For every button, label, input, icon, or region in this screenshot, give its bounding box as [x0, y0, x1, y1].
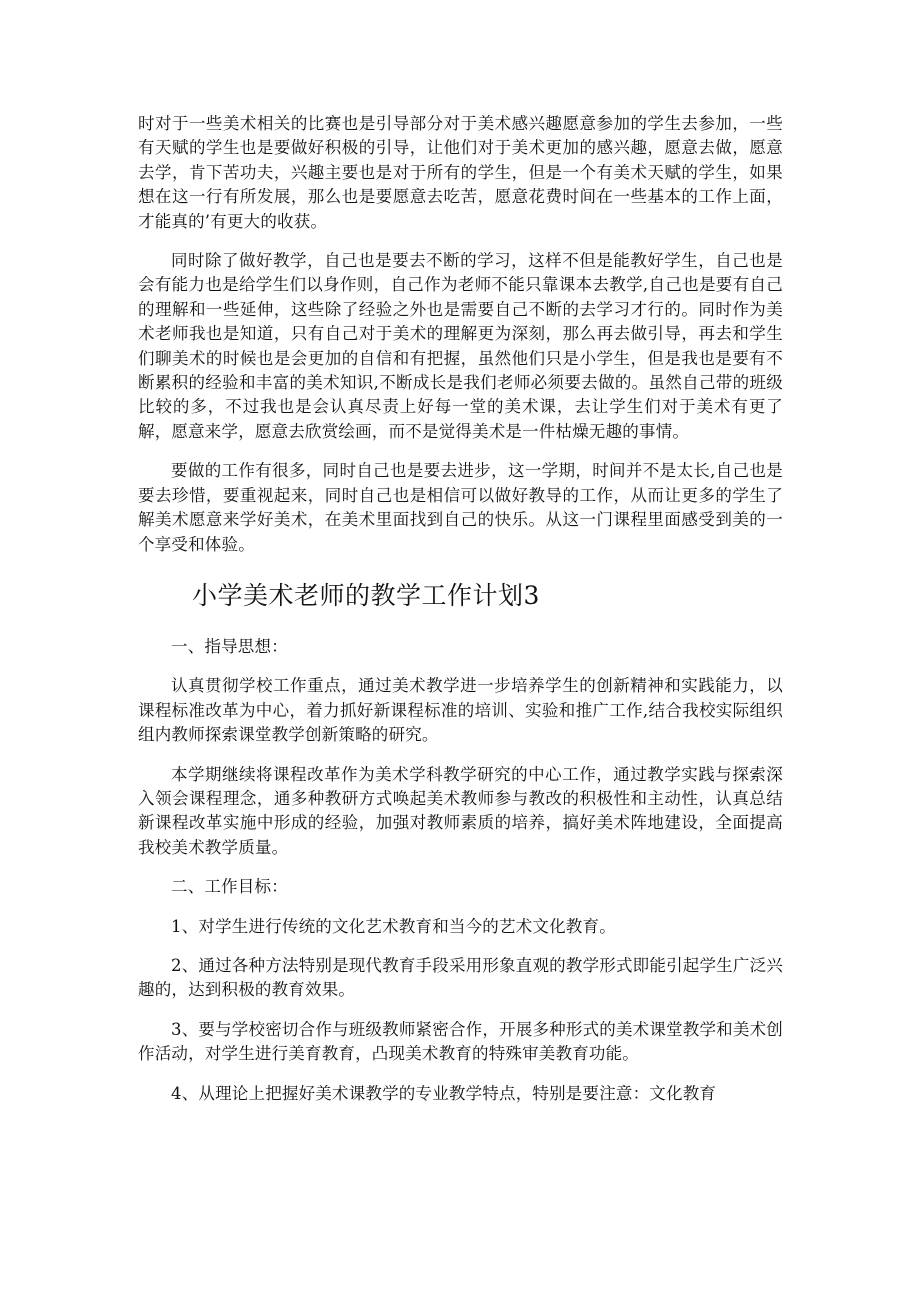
- goal-item-3: 3、要与学校密切合作与班级教师紧密合作，开展多种形式的美术课堂教学和美术创作活动，对学生进行美育教育，凸现美术教育的特殊审美教育功能。: [138, 1019, 783, 1064]
- document-page: [138, 112, 783, 1106]
- goal-item-2: 2、通过各种方法特别是现代教育手段采用形象直观的教学形式即能引起学生广泛兴趣的，达到积极的教育效果。: [138, 955, 783, 1000]
- section-heading: 小学美术老师的教学工作计划3: [192, 580, 540, 610]
- paragraph-competition: 时对于一些美术相关的比赛也是引导部分对于美术感兴趣愿意参加的学生去参加，一些有天赋的学生也是要做好积极的引导，让他们对于美术更加的感兴趣，愿意去做，愿意去学，肯下苦功夫，兴趣主要也是对于所有的学生，但是一个有美术天赋的学生，如果想在这一行有所发展，那么也是要愿意去吃苦，愿意花费时间在一些基本的工作上面，才能真的’有更大的收获。: [138, 114, 783, 231]
- subheading-work-goals: 二、工作目标：: [171, 877, 288, 897]
- paragraph-self-learning: 同时除了做好教学，自己也是要去不断的学习，这样不但是能教好学生，自己也是会有能力也是给学生们以身作则，自己作为老师不能只靠课本去教学,自己也是要有自己的理解和一些延伸，这些除了经验之外也是需要自己不断的去学习才行的。同时作为美术老师我也是知道，只有自己对于美术的理解更为深刻，那么再去做引导，再去和学生们聊美术的时候也是会更加的自信和有把握，虽然他们只是小学生，但是我也是要有不断累积的经验和丰富的美术知识,不断成长是我们老师必须要去做的。虽然自己带的班级比较的多，不过我也是会认真尽责上好每一堂的美术课，去让学生们对于美术有更了解，愿意来学，愿意去欣赏绘画，而不是觉得美术是一件枯燥无趣的事情。: [138, 251, 783, 441]
- paragraph-guiding-thought: 认真贯彻学校工作重点，通过美术教学进一步培养学生的创新精神和实践能力，以课程标准改革为中心，着力抓好新课程标准的培训、实验和推广工作,结合我校实际组织组内教师探索课堂教学创新策略的研究。: [138, 676, 783, 745]
- subheading-guiding-thought: 一、指导思想：: [171, 636, 288, 656]
- goal-item-1: 1、对学生进行传统的文化艺术教育和当今的艺术文化教育。: [171, 916, 616, 936]
- paragraph-semester-plan: 本学期继续将课程改革作为美术学科教学研究的中心工作，通过教学实践与探索深入领会课程理念，通多种教研方式唤起美术教师参与教改的积极性和主动性，认真总结新课程改革实施中形成的经验，加强对教师素质的培养，搞好美术阵地建设，全面提高我校美术教学质量。: [138, 764, 783, 857]
- paragraph-progress: 要做的工作有很多，同时自己也是要去进步，这一学期，时间并不是太长,自己也是要去珍惜，要重视起来，同时自己也是相信可以做好教导的工作，从而让更多的学生了解美术愿意来学好美术，在美术里面找到自己的快乐。从这一门课程里面感受到美的一个享受和体验。: [138, 461, 783, 554]
- goal-item-4: 4、从理论上把握好美术课教学的专业教学特点，特别是要注意：文化教育: [171, 1083, 717, 1103]
